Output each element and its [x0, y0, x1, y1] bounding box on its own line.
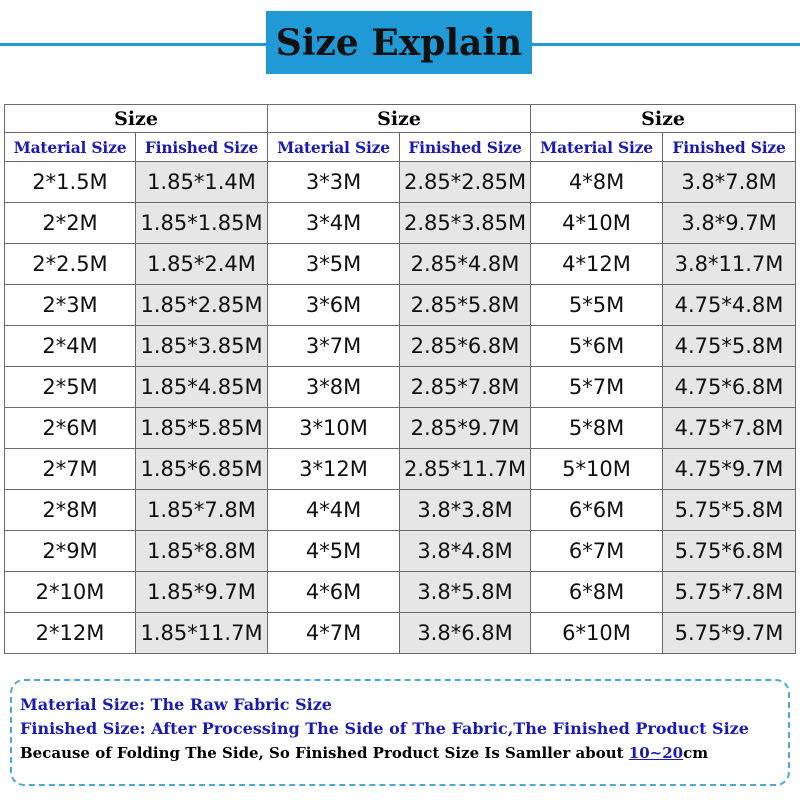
finished-size-cell: 1.85*11.7M	[136, 613, 268, 654]
finished-size-cell: 3.8*11.7M	[663, 244, 796, 285]
table-row	[5, 203, 796, 244]
material-size-cell: 3*7M	[268, 326, 400, 367]
table-row	[5, 244, 796, 285]
finished-size-cell: 1.85*2.4M	[136, 244, 268, 285]
finished-size-cell: 1.85*1.85M	[136, 203, 268, 244]
note-unit: cm	[683, 744, 709, 762]
material-size-cell: 3*5M	[268, 244, 400, 285]
material-size-cell: 4*12M	[531, 244, 663, 285]
material-size-cell: 2*12M	[5, 613, 136, 654]
material-size-cell: 2*1.5M	[5, 162, 136, 203]
finished-size-cell: 1.85*4.85M	[136, 367, 268, 408]
material-size-cell: 5*10M	[531, 449, 663, 490]
finished-size-cell: 1.85*1.4M	[136, 162, 268, 203]
finished-size-cell: 3.8*4.8M	[400, 531, 531, 572]
material-size-cell: 2*8M	[5, 490, 136, 531]
material-size-cell: 5*7M	[531, 367, 663, 408]
finished-size-cell: 2.85*4.8M	[400, 244, 531, 285]
material-size-cell: 6*8M	[531, 572, 663, 613]
finished-size-cell: 1.85*2.85M	[136, 285, 268, 326]
finished-size-cell: 5.75*6.8M	[663, 531, 796, 572]
notes-box	[10, 679, 790, 786]
material-size-cell: 5*5M	[531, 285, 663, 326]
finished-size-cell: 1.85*8.8M	[136, 531, 268, 572]
finished-size-cell: 1.85*9.7M	[136, 572, 268, 613]
note-folding-text: Because of Folding The Side, So Finished Product Size Is Samller about	[20, 744, 629, 762]
finished-size-cell: 3.8*6.8M	[400, 613, 531, 654]
table-row	[5, 572, 796, 613]
material-size-cell: 3*10M	[268, 408, 400, 449]
material-size-cell: 4*4M	[268, 490, 400, 531]
column-header-finished: Finished Size	[400, 133, 531, 162]
table-row	[5, 613, 796, 654]
material-size-cell: 4*5M	[268, 531, 400, 572]
finished-size-cell: 2.85*7.8M	[400, 367, 531, 408]
material-size-cell: 4*6M	[268, 572, 400, 613]
note-folding	[20, 741, 788, 765]
finished-size-cell: 2.85*3.85M	[400, 203, 531, 244]
table-row	[5, 531, 796, 572]
finished-size-cell: 1.85*7.8M	[136, 490, 268, 531]
material-size-cell: 3*8M	[268, 367, 400, 408]
material-size-cell: 2*9M	[5, 531, 136, 572]
material-size-cell: 2*10M	[5, 572, 136, 613]
note-size-range: 10~20	[628, 744, 684, 762]
material-size-cell: 2*2.5M	[5, 244, 136, 285]
group-header-size-2: Size	[268, 105, 531, 133]
finished-size-cell: 3.8*3.8M	[400, 490, 531, 531]
finished-size-cell: 4.75*4.8M	[663, 285, 796, 326]
material-size-cell: 4*8M	[531, 162, 663, 203]
group-header-row	[5, 105, 796, 133]
finished-size-cell: 2.85*9.7M	[400, 408, 531, 449]
material-size-cell: 2*6M	[5, 408, 136, 449]
finished-size-cell: 4.75*7.8M	[663, 408, 796, 449]
table-row	[5, 326, 796, 367]
material-size-cell: 3*3M	[268, 162, 400, 203]
column-header-finished: Finished Size	[136, 133, 268, 162]
group-header-size-3: Size	[531, 105, 796, 133]
material-size-cell: 4*7M	[268, 613, 400, 654]
material-size-cell: 3*6M	[268, 285, 400, 326]
finished-size-cell: 2.85*11.7M	[400, 449, 531, 490]
finished-size-cell: 2.85*5.8M	[400, 285, 531, 326]
size-table-body	[5, 162, 796, 654]
material-size-cell: 5*8M	[531, 408, 663, 449]
table-row	[5, 449, 796, 490]
column-header-finished: Finished Size	[663, 133, 796, 162]
size-table	[4, 104, 796, 654]
material-size-cell: 6*6M	[531, 490, 663, 531]
material-size-cell: 2*3M	[5, 285, 136, 326]
material-size-cell: 6*7M	[531, 531, 663, 572]
material-size-cell: 4*10M	[531, 203, 663, 244]
finished-size-cell: 5.75*7.8M	[663, 572, 796, 613]
finished-size-cell: 1.85*3.85M	[136, 326, 268, 367]
finished-size-cell: 4.75*5.8M	[663, 326, 796, 367]
table-row	[5, 408, 796, 449]
material-size-cell: 5*6M	[531, 326, 663, 367]
material-size-cell: 2*2M	[5, 203, 136, 244]
finished-size-cell: 4.75*6.8M	[663, 367, 796, 408]
group-header-size-1: Size	[5, 105, 268, 133]
finished-size-cell: 5.75*9.7M	[663, 613, 796, 654]
finished-size-cell: 1.85*6.85M	[136, 449, 268, 490]
column-header-material: Material Size	[531, 133, 663, 162]
column-header-material: Material Size	[5, 133, 136, 162]
table-row	[5, 285, 796, 326]
finished-size-cell: 3.8*9.7M	[663, 203, 796, 244]
material-size-cell: 6*10M	[531, 613, 663, 654]
finished-size-cell: 1.85*5.85M	[136, 408, 268, 449]
material-size-cell: 3*4M	[268, 203, 400, 244]
finished-size-cell: 3.8*7.8M	[663, 162, 796, 203]
table-row	[5, 490, 796, 531]
finished-size-cell: 3.8*5.8M	[400, 572, 531, 613]
column-header-material: Material Size	[268, 133, 400, 162]
finished-size-cell: 2.85*6.8M	[400, 326, 531, 367]
column-header-row	[5, 133, 796, 162]
note-finished-size: Finished Size: After Processing The Side of The Fabric,The Finished Product Size	[20, 719, 749, 738]
material-size-cell: 2*7M	[5, 449, 136, 490]
finished-size-cell: 4.75*9.7M	[663, 449, 796, 490]
material-size-cell: 3*12M	[268, 449, 400, 490]
finished-size-cell: 5.75*5.8M	[663, 490, 796, 531]
page-title: Size Explain	[266, 11, 532, 74]
finished-size-cell: 2.85*2.85M	[400, 162, 531, 203]
table-row	[5, 162, 796, 203]
table-row	[5, 367, 796, 408]
material-size-cell: 2*4M	[5, 326, 136, 367]
material-size-cell: 2*5M	[5, 367, 136, 408]
note-material-size: Material Size: The Raw Fabric Size	[20, 695, 332, 714]
